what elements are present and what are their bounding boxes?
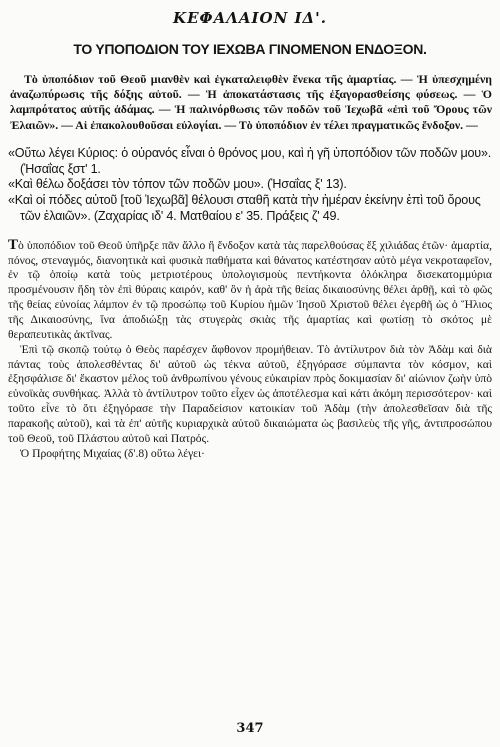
quote-1: «Οὕτω λέγει Κύριος: ὁ οὐρανός εἶναι ὁ θρόνος μου, καὶ ἡ γῆ ὑποπόδιον τῶν ποδῶν μου». (Ἡσαΐας ξστ' 1. bbox=[8, 145, 492, 176]
paragraph-2: Ἐπὶ τῷ σκοπῷ τούτῳ ὁ Θεὸς παρέσχεν ἄφθονον προμήθειαν. Τὸ ἀντίλυτρον διὰ τὸν Ἀδὰμ καὶ διὰ πάντας τοὺς ἀπολεσθέντας δι' αὐτοῦ ὡς τέκνα αὐτοῦ, ἐξηγόρασε σύμπαντα τὸν κόσμον, καὶ ἐξησφάλισε δι' ἕκαστον μέλος τοῦ ἀνθρωπίνου γένους εὐκαιρίαν πρὸς δοκιμασίαν δι' αἰώνιον ζωὴν ὑπὸ εὐνοϊκὰς συνθήκας. Ἀλλὰ τὸ ἀντίλυτρον τοῦτο εἶχεν ὡς ἀποτέλεσμα καὶ κάτι ἀκόμη περισσότερον· καὶ τοῦτο εἶνε τὸ ὅτι ἐξηγόρασε τὴν Παραδείσιον κατοικίαν τοῦ Ἀδὰμ (τὴν ἀπολεσθεῖσαν διὰ τῆς παρακοῆς αὐτοῦ), καὶ τὰ ἐπ' αὐτῆς κυριαρχικὰ αὐτοῦ δικαιώματα ὡς βασιλεὺς τῆς γῆς, ἀντιπροσώπου τοῦ Θεοῦ, τοῦ Πλάστου αὐτοῦ καὶ Πατρός. bbox=[8, 342, 492, 445]
page-number: 347 bbox=[236, 721, 264, 736]
summary-text: Τὸ ὑποπόδιον τοῦ Θεοῦ μιανθὲν καὶ ἐγκαταλειφθὲν ἕνεκα τῆς ἁμαρτίας. — Ἡ ὑπεσχημένη ἀναζωπύρωσις τῆς δόξης αὐτοῦ. — Ἡ ἀποκατάστασις τῆς ἐξαγορασθείσης φύσεως. — Ὁ λαμπρότατος αὐτῆς ἀδάμας. — Ἡ παλινόρθωσις τῶν ποδῶν τοῦ Ἰεχωβᾶ «ἐπὶ τοῦ Ὄρους τῶν Ἐλαιῶν». — Αἱ ἐπακολουθοῦσαι εὐλογίαι. — Τὸ ὑποπόδιον ἐν τέλει πραγματικῶς ἔνδοξον. — bbox=[10, 72, 492, 132]
quote-3: «Καὶ οἱ πόδες αὐτοῦ [τοῦ Ἰεχωβᾶ] θέλουσι σταθῆ κατὰ τὴν ἡμέραν ἐκείνην ἐπὶ τοῦ ὄρους τῶν ἐλαιῶν». (Ζαχαρίας ιδ' 4. Ματθαίου ε' 35. Πράξεις ζ' 49. bbox=[8, 193, 481, 223]
epigraph-quotes bbox=[8, 146, 492, 225]
chapter-title: ΤΟ ΥΠΟΠΟΔΙΟΝ ΤΟΥ ΙΕΧΩΒΑ ΓΙΝΟΜΕΝΟΝ ΕΝΔΟΞΟΝ. bbox=[73, 41, 427, 57]
chapter-summary bbox=[8, 72, 492, 133]
book-page bbox=[8, 6, 492, 742]
paragraph-1-text: ὸ ὑποπόδιον τοῦ Θεοῦ ὑπῆρξε πᾶν ἄλλο ἢ ἔνδοξον κατὰ τὰς παρελθούσας ἕξ χιλιάδας ἐτῶν· ἁμαρτία, πόνος, στεναγμός, διανοητικὰ καὶ φυσικὰ παθήματα καὶ θάνατος κατέστησαν αὐτὸ μέγα νεκροταφεῖον, ἐν τῷ ὁποίῳ κατὰ τοὺς μετριοτέρους ὑπολογισμοὺς πεντήκοντα ὁλόκληρα δισεκατομμύρια προσμένουσιν ἤδη τὸν ἐπὶ θύραις καιρόν, καθ' ὃν ἡ ἀρὰ τῆς θείας δικαιοσύνης θέλει ἀρθῇ, καὶ τὸ φῶς τῆς θείας εὐνοίας λάμπον ἐν τῷ προσώπῳ τοῦ Κυρίου ἡμῶν Ἰησοῦ Χριστοῦ θέλει ἐγερθῆ ὡς ὁ Ἥλιος τῆς Δικαιοσύνης, ἵνα ἀποδιώξῃ τὰς στυγερὰς σκιὰς τῆς ἁμαρτίας καὶ φωτίσῃ τὸ σκότος μὲ θεραπευτικὰς ἀκτῖνας. bbox=[8, 238, 492, 341]
quote-2: «Καὶ θέλω δοξάσει τὸν τόπον τῶν ποδῶν μου». (Ἡσαΐας ξ' 13). bbox=[8, 177, 347, 192]
chapter-heading: ΚΕΦΑΛΑΙΟΝ ΙΔ'. bbox=[173, 9, 327, 27]
paragraph-3: Ὁ Προφήτης Μιχαίας (δ'.8) οὕτω λέγει· bbox=[20, 446, 205, 460]
paragraph-1 bbox=[8, 238, 492, 343]
drop-cap: Τ bbox=[8, 236, 19, 253]
body-text bbox=[8, 238, 492, 462]
